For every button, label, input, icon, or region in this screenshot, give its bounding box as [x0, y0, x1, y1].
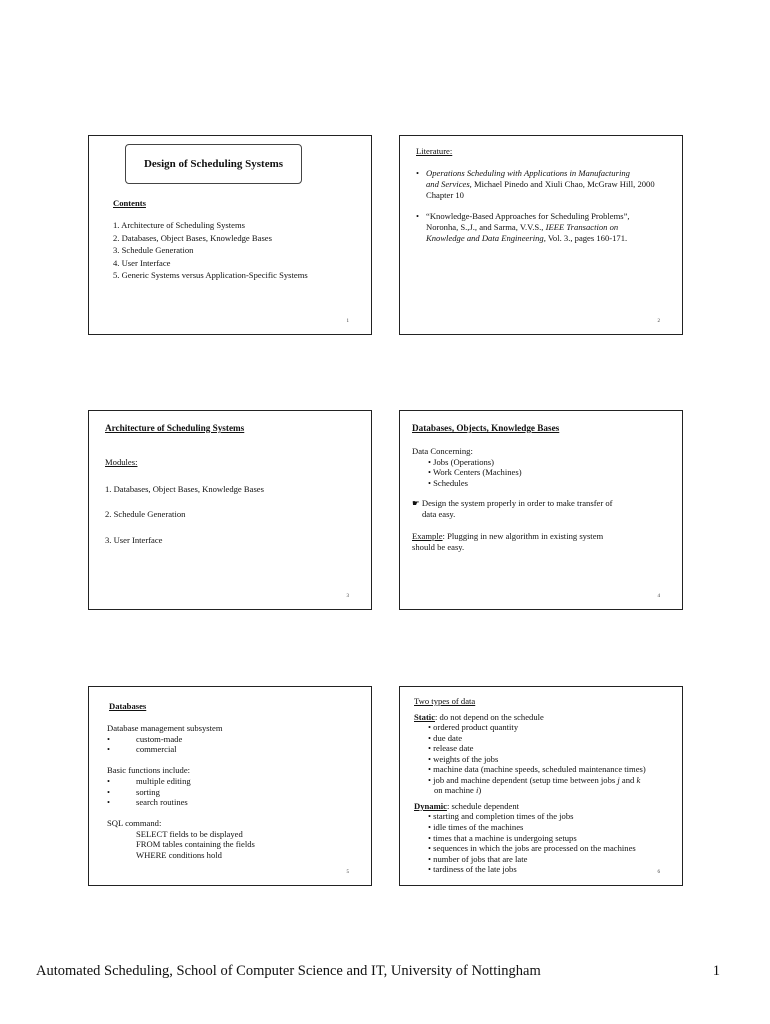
slide-title: Databases [109, 701, 147, 711]
basic-bullet-2: • [107, 787, 111, 797]
data-concerning-label: Data Concerning: [412, 446, 473, 456]
static-item-2: • due date [428, 733, 463, 743]
static-item-3: • release date [428, 743, 474, 753]
ref-1-line-1: Operations Scheduling with Applications in Manufacturing [426, 168, 630, 178]
slide-page-number: 1 [346, 319, 349, 324]
static-item-6-cont [434, 785, 481, 796]
slide-4 [399, 410, 683, 610]
pointing-hand-icon: ☛ [412, 498, 420, 508]
ref-1-bullet: • [416, 168, 420, 178]
ref-2-line-3 [426, 233, 627, 244]
slide-page-number: 6 [657, 870, 660, 875]
basic-bullet-3: • [107, 797, 111, 807]
module-item-1: 1. Databases, Object Bases, Knowledge Bases [105, 484, 264, 494]
module-item-3: 3. User Interface [105, 535, 163, 545]
slide-page-number: 4 [657, 594, 660, 599]
example-label: Example [412, 531, 443, 541]
basic-bullet-1: • [107, 776, 111, 786]
dynamic-item-2: • idle times of the machines [428, 822, 524, 832]
data-item-1: • Jobs (Operations) [428, 457, 495, 467]
example-line-2: should be easy. [412, 542, 465, 552]
static-item-5: • machine data (machine speeds, scheduled maintenance times) [428, 764, 646, 774]
slide-title: Databases, Objects, Knowledge Bases [412, 423, 560, 433]
static-item-6-pre: • job and machine dependent (setup time between jobs [428, 775, 618, 785]
static-item-6 [428, 775, 640, 786]
dynamic-item-6: • tardiness of the late jobs [428, 864, 517, 874]
static-item-1: • ordered product quantity [428, 722, 519, 732]
sql-line-2: FROM tables containing the fields [136, 839, 255, 849]
design-text: Design the system properly in order to make transfer of [419, 498, 613, 508]
ref-1-line-2-rest: , Michael Pinedo and Xiuli Chao, McGraw Hill, 2000 [469, 179, 655, 189]
dbms-bullet-2: • [107, 744, 111, 754]
dynamic-item-3: • times that a machine is undergoing setups [428, 833, 577, 843]
dynamic-text: : schedule dependent [446, 801, 520, 811]
slide-page-number: 2 [657, 319, 660, 324]
ref-2-line-3-rest: , Vol. 3., pages 160-171. [543, 233, 628, 243]
dynamic-line [414, 801, 519, 812]
sql-label: SQL command: [107, 818, 162, 828]
example-text: : Plugging in new algorithm in existing system [442, 531, 604, 541]
ref-2-line-1: “Knowledge-Based Approaches for Scheduling Problems”, [426, 211, 630, 221]
basic-item-3: search routines [136, 797, 188, 807]
ref-2-line-2-pre: Noronha, S.,J., and Sarma, V.V.S., [426, 222, 546, 232]
ref-2-line-2-italic: IEEE Transaction on [545, 222, 619, 232]
slide-page-number: 5 [346, 870, 349, 875]
ref-1-line-2 [426, 179, 655, 190]
data-types-heading: Two types of data [414, 696, 476, 706]
dynamic-label: Dynamic [414, 801, 447, 811]
design-line-2: data easy. [422, 509, 456, 519]
basic-label: Basic functions include: [107, 765, 191, 775]
sql-line-3: WHERE conditions hold [136, 850, 222, 860]
ref-2-line-3-italic: Knowledge and Data Engineering [426, 233, 544, 243]
dbms-item-1: custom-made [136, 734, 183, 744]
slide-5 [88, 686, 372, 886]
slide-1 [88, 135, 372, 335]
literature-heading: Literature: [416, 146, 453, 156]
dbms-bullet-1: • [107, 734, 111, 744]
contents-item-2: 2. Databases, Object Bases, Knowledge Bases [113, 233, 272, 243]
contents-item-4: 4. User Interface [113, 258, 171, 268]
static-item-6-and: and [619, 775, 637, 785]
module-item-2: 2. Schedule Generation [105, 509, 186, 519]
slide-2 [399, 135, 683, 335]
design-line-1 [412, 498, 613, 509]
static-item-6-cont-i: i [476, 785, 479, 795]
dbms-label: Database management subsystem [107, 723, 223, 733]
basic-item-1: multiple editing [136, 776, 191, 786]
example-line-1 [412, 531, 603, 542]
footer-page-number: 1 [712, 963, 720, 979]
dynamic-item-4: • sequences in which the jobs are processed on the machines [428, 843, 636, 853]
dbms-item-2: commercial [136, 744, 177, 754]
contents-item-1: 1. Architecture of Scheduling Systems [113, 220, 245, 230]
contents-item-3: 3. Schedule Generation [113, 245, 194, 255]
slide-3 [88, 410, 372, 610]
static-item-4: • weights of the jobs [428, 754, 499, 764]
data-item-3: • Schedules [428, 478, 469, 488]
contents-label: Contents [113, 198, 146, 208]
static-item-6-k: k [636, 775, 641, 785]
slide-title: Architecture of Scheduling Systems [105, 423, 245, 433]
ref-2-line-2 [426, 222, 618, 233]
static-item-6-cont-pre: on machine [434, 785, 476, 795]
ref-1-line-3: Chapter 10 [426, 190, 464, 200]
sql-line-1: SELECT fields to be displayed [136, 829, 243, 839]
ref-2-bullet: • [416, 211, 420, 221]
footer-text: Automated Scheduling, School of Computer Science and IT, University of Nottingham [36, 963, 541, 979]
slide-6 [399, 686, 683, 886]
static-text: : do not depend on the schedule [435, 712, 544, 722]
slide-page-number: 3 [346, 594, 349, 599]
static-line [414, 712, 544, 723]
basic-item-2: sorting [136, 787, 160, 797]
modules-label: Modules: [105, 457, 138, 467]
static-item-6-j: j [617, 775, 620, 785]
dynamic-item-1: • starting and completion times of the jobs [428, 811, 574, 821]
contents-item-5: 5. Generic Systems versus Application-Specific Systems [113, 270, 308, 280]
data-item-2: • Work Centers (Machines) [428, 467, 522, 477]
static-label: Static [414, 712, 436, 722]
ref-1-line-2-italic: and Services [426, 179, 470, 189]
dynamic-item-5: • number of jobs that are late [428, 854, 528, 864]
slide-title: Design of Scheduling Systems [125, 144, 302, 184]
static-item-6-cont-post: ) [478, 785, 482, 795]
